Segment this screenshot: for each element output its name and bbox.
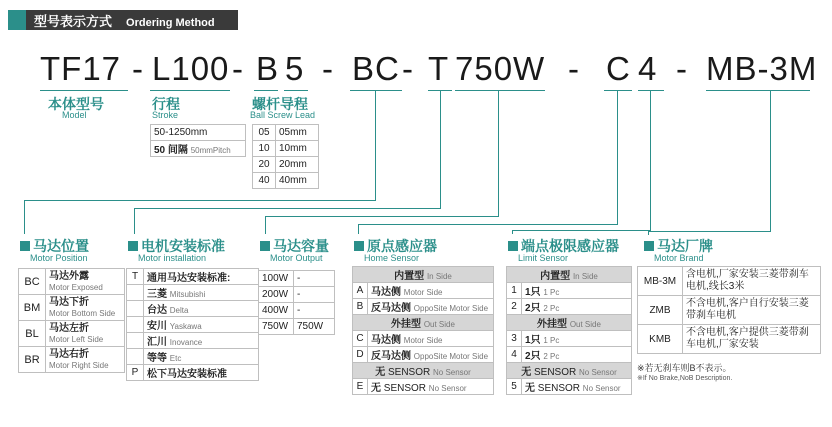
square-icon [508,241,518,251]
header-title [34,11,215,30]
section-title: 电机安装标准 [141,238,225,254]
limit-none-header: 无 SENSOR No Sensor [507,363,632,379]
limit-inside-header: 内置型 In Side [507,267,632,283]
position-desc: 马达左折 Motor Left Side [46,321,125,347]
stroke-label-cn: 行程 [152,96,180,112]
brand-code: ZMB [638,296,683,325]
limit-sensor-table [506,266,632,395]
connector-line [265,216,266,234]
motor-position-table [18,268,125,373]
install-code [127,349,144,365]
motor-brand-table [637,266,821,354]
install-desc: 安川 Yaskawa [144,317,259,333]
brand-desc: 不含电机,客户提供三菱带刹车电机,厂家安装 [683,325,821,354]
limit-code: 1 [507,283,522,299]
header-accent [8,10,26,30]
position-code: BC [19,269,46,295]
section-subtitle: Home Sensor [364,253,420,263]
code-4: 4 [638,50,658,87]
stroke-interval: 50 间隔 50mmPitch [151,141,246,157]
underline-brand [706,90,810,91]
lead-table [252,124,319,189]
code-tf17: TF17 [40,50,122,87]
code-750w: 750W [455,50,546,87]
code-t: T [428,50,450,87]
connector-line [648,231,771,232]
install-code [127,317,144,333]
code-5: 5 [285,50,305,87]
home-code: E [353,379,368,395]
section-subtitle: Motor Brand [654,253,704,263]
section-motor-brand [644,236,713,263]
connector-line [134,208,441,209]
model-label-en: Model [62,110,87,120]
brand-desc: 不含电机,客户自行安装三菱带刹车电机 [683,296,821,325]
brand-code: KMB [638,325,683,354]
section-motor-install [128,236,225,263]
code-mb3m: MB-3M [706,50,818,87]
connector-line [440,91,441,208]
connector-line [358,224,359,234]
connector-line [648,231,649,235]
limit-code: 4 [507,347,522,363]
home-code: B [353,299,368,315]
lead-value: 05mm [276,125,319,141]
brand-desc: 含电机,厂家安装三菱带刹车电机,线长3米 [683,267,821,296]
underline-home [604,90,632,91]
output-value: - [294,271,335,287]
section-subtitle: Motor installation [138,253,207,263]
lead-code: 05 [253,125,276,141]
install-desc: 等等 Etc [144,349,259,365]
square-icon [644,241,654,251]
brand-note-cn: ※若无刹车则B不表示。 [637,363,732,373]
connector-line [617,91,618,224]
motor-install-table [126,268,259,381]
lead-value: 40mm [276,173,319,189]
underline-lead [284,90,308,91]
limit-code: 2 [507,299,522,315]
output-value: 750W [294,319,335,335]
limit-outside-header: 外挂型 Out Side [507,315,632,331]
connector-line [24,200,376,201]
connector-line [770,91,771,231]
underline-b [254,90,278,91]
section-title: 端点极限感应器 [521,238,619,254]
section-home-sensor [354,236,437,263]
connector-line [134,208,135,234]
header-title-en: Ordering Method [126,17,215,29]
limit-code: 5 [507,379,522,395]
code-bc: BC [352,50,400,87]
limit-desc: 1只 1 Pc [522,283,632,299]
section-title: 原点感应器 [367,238,437,254]
position-desc: 马达外露 Motor Exposed [46,269,125,295]
connector-line [265,216,499,217]
output-code: 750W [259,319,294,335]
position-desc: 马达下折 Motor Bottom Side [46,295,125,321]
home-desc: 反马达侧 OppoSite Motor Side [368,347,494,363]
output-code: 200W [259,287,294,303]
home-inside-header: 内置型 In Side [353,267,494,283]
lead-label-en: Ball Screw Lead [250,110,316,120]
connector-line [512,230,651,231]
underline-model [40,90,128,91]
model-label-cn: 本体型号 [48,96,104,112]
position-desc: 马达右折 Motor Right Side [46,347,125,373]
brand-note-en: ※If No Brake,NoB Description. [637,375,733,382]
section-title: 马达位置 [33,238,89,254]
code-l100: L100 [152,50,230,87]
install-desc: 三菱 Mitsubishi [144,285,259,301]
home-desc: 马达侧 Motor Side [368,283,494,299]
home-code: A [353,283,368,299]
install-desc: 台达 Delta [144,301,259,317]
connector-line [498,91,499,216]
square-icon [260,241,270,251]
section-title: 马达容量 [273,238,329,254]
lead-code: 10 [253,141,276,157]
install-code [127,301,144,317]
lead-value: 20mm [276,157,319,173]
code-dash-5: - [568,50,580,87]
section-motor-position [20,236,89,263]
limit-desc: 无 SENSOR No Sensor [522,379,632,395]
connector-line [24,200,25,234]
install-code: T [127,269,144,285]
square-icon [20,241,30,251]
lead-label-cn: 螺杆导程 [252,96,308,112]
output-code: 400W [259,303,294,319]
lead-value: 10mm [276,141,319,157]
section-subtitle: Motor Output [270,253,323,263]
limit-desc: 2只 2 Pc [522,299,632,315]
output-code: 100W [259,271,294,287]
section-subtitle: Limit Sensor [518,253,569,263]
home-desc: 反马达侧 OppoSite Motor Side [368,299,494,315]
connector-line [512,230,513,234]
home-code: C [353,331,368,347]
underline-position [350,90,402,91]
code-dash-2: - [232,50,244,87]
code-c: C [606,50,631,87]
install-desc: 松下马达安装标准 [144,365,259,381]
home-desc: 马达侧 Motor Side [368,331,494,347]
section-motor-output [260,236,329,263]
connector-line [650,91,651,230]
lead-code: 20 [253,157,276,173]
square-icon [128,241,138,251]
section-subtitle: Motor Position [30,253,88,263]
install-code [127,333,144,349]
code-b: B [256,50,280,87]
limit-desc: 1只 1 Pc [522,331,632,347]
lead-code: 40 [253,173,276,189]
code-dash-4: - [402,50,414,87]
stroke-table [150,124,246,157]
section-title: 马达厂牌 [657,238,713,254]
connector-line [375,91,376,200]
stroke-range: 50-1250mm [151,125,246,141]
install-code: P [127,365,144,381]
install-desc: 通用马达安装标准: [144,269,259,285]
header-title-cn: 型号表示方式 [34,14,113,29]
underline-limit [638,90,664,91]
code-dash-3: - [322,50,334,87]
output-value: - [294,303,335,319]
brand-code: MB-3M [638,267,683,296]
home-desc: 无 SENSOR No Sensor [368,379,494,395]
output-value: - [294,287,335,303]
position-code: BL [19,321,46,347]
limit-desc: 2只 2 Pc [522,347,632,363]
position-code: BR [19,347,46,373]
underline-stroke [150,90,230,91]
home-none-header: 无 SENSOR No Sensor [353,363,494,379]
square-icon [354,241,364,251]
home-code: D [353,347,368,363]
home-sensor-table [352,266,494,395]
home-outside-header: 外挂型 Out Side [353,315,494,331]
install-code [127,285,144,301]
code-dash-1: - [132,50,144,87]
position-code: BM [19,295,46,321]
connector-line [358,224,618,225]
install-desc: 汇川 Inovance [144,333,259,349]
underline-output [455,90,545,91]
motor-output-table [258,270,335,335]
stroke-label-en: Stroke [152,110,179,120]
code-dash-6: - [676,50,688,87]
section-limit-sensor [508,236,619,263]
limit-code: 3 [507,331,522,347]
